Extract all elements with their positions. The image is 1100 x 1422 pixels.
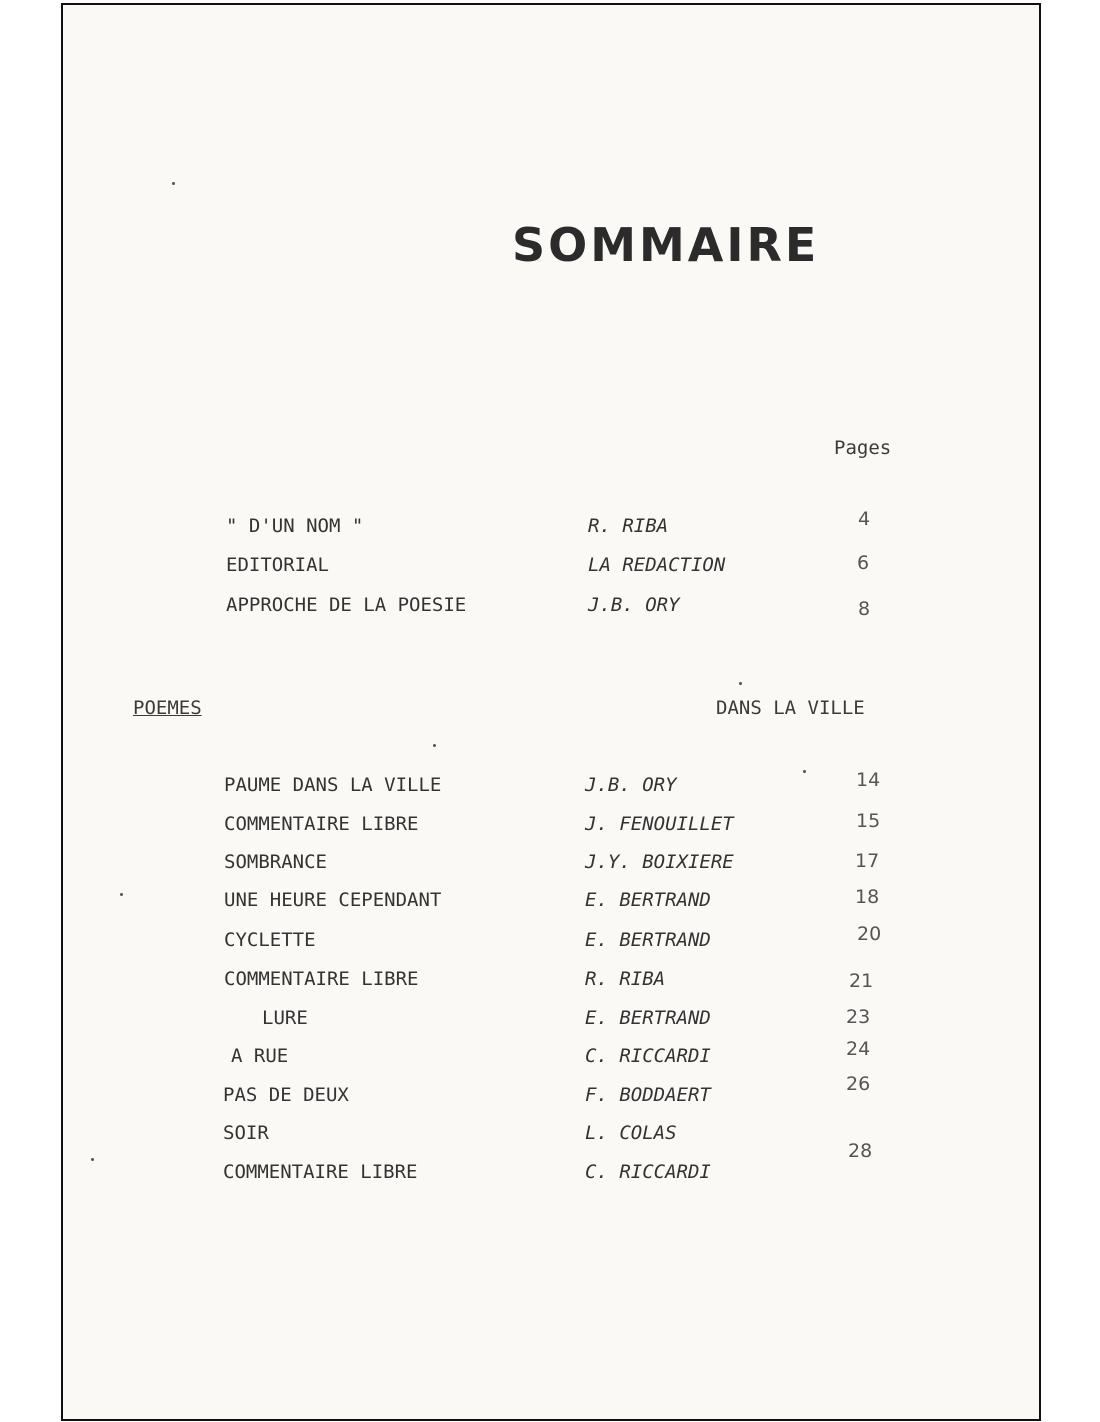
toc-entry-page: 28 xyxy=(848,1140,873,1162)
section-label-poemes: POEMES xyxy=(133,697,202,719)
toc-entry-page: 21 xyxy=(849,970,874,992)
toc-entry-title: PAS DE DEUX xyxy=(223,1084,349,1106)
toc-entry-title: CYCLETTE xyxy=(224,929,316,951)
toc-entry-page: 26 xyxy=(846,1073,871,1095)
section-subtitle: DANS LA VILLE xyxy=(716,697,865,719)
toc-entry-author: E. BERTRAND xyxy=(585,929,711,951)
toc-entry-page: 20 xyxy=(857,923,882,945)
toc-entry-author: R. RIBA xyxy=(585,968,666,990)
page-title: SOMMAIRE xyxy=(512,218,820,272)
toc-entry-title: UNE HEURE CEPENDANT xyxy=(224,889,442,911)
paper-speck xyxy=(803,770,806,773)
toc-entry-author: L. COLAS xyxy=(585,1122,677,1144)
pages-column-header: Pages xyxy=(834,437,892,459)
toc-entry-page: 18 xyxy=(855,886,880,908)
toc-entry-author: J. FENOUILLET xyxy=(585,813,734,835)
toc-entry-page: 6 xyxy=(857,552,870,574)
toc-entry-page: 14 xyxy=(856,769,881,791)
toc-entry-author: J.Y. BOIXIERE xyxy=(585,851,734,873)
toc-entry-page: 23 xyxy=(846,1006,871,1028)
toc-entry-page: 24 xyxy=(846,1038,871,1060)
toc-entry-title: " D'UN NOM " xyxy=(226,515,364,537)
toc-entry-title: SOIR xyxy=(223,1122,269,1144)
paper-speck xyxy=(739,682,742,685)
toc-entry-page: 8 xyxy=(858,598,871,620)
toc-entry-author: F. BODDAERT xyxy=(585,1084,711,1106)
toc-entry-page: 15 xyxy=(856,810,881,832)
toc-entry-author: C. RICCARDI xyxy=(585,1045,711,1067)
toc-entry-title: A RUE xyxy=(231,1045,289,1067)
toc-entry-author: E. BERTRAND xyxy=(585,1007,711,1029)
toc-entry-page: 4 xyxy=(858,508,871,530)
toc-entry-author: LA REDACTION xyxy=(588,554,726,576)
toc-entry-title: EDITORIAL xyxy=(226,554,329,576)
toc-entry-title: COMMENTAIRE LIBRE xyxy=(224,813,419,835)
toc-entry-author: J.B. ORY xyxy=(588,594,680,616)
toc-entry-author: C. RICCARDI xyxy=(585,1161,711,1183)
toc-entry-title: COMMENTAIRE LIBRE xyxy=(224,968,419,990)
paper-speck xyxy=(91,1158,94,1161)
paper-speck xyxy=(172,182,175,185)
toc-entry-page: 17 xyxy=(855,850,880,872)
page-frame xyxy=(61,3,1041,1421)
toc-entry-title: LURE xyxy=(262,1007,308,1029)
toc-entry-title: APPROCHE DE LA POESIE xyxy=(226,594,467,616)
toc-entry-author: R. RIBA xyxy=(588,515,669,537)
toc-entry-title: PAUME DANS LA VILLE xyxy=(224,774,442,796)
paper-speck xyxy=(120,893,123,896)
paper-speck xyxy=(433,744,436,747)
toc-entry-author: E. BERTRAND xyxy=(585,889,711,911)
toc-entry-title: COMMENTAIRE LIBRE xyxy=(223,1161,418,1183)
toc-entry-author: J.B. ORY xyxy=(585,774,677,796)
toc-entry-title: SOMBRANCE xyxy=(224,851,327,873)
